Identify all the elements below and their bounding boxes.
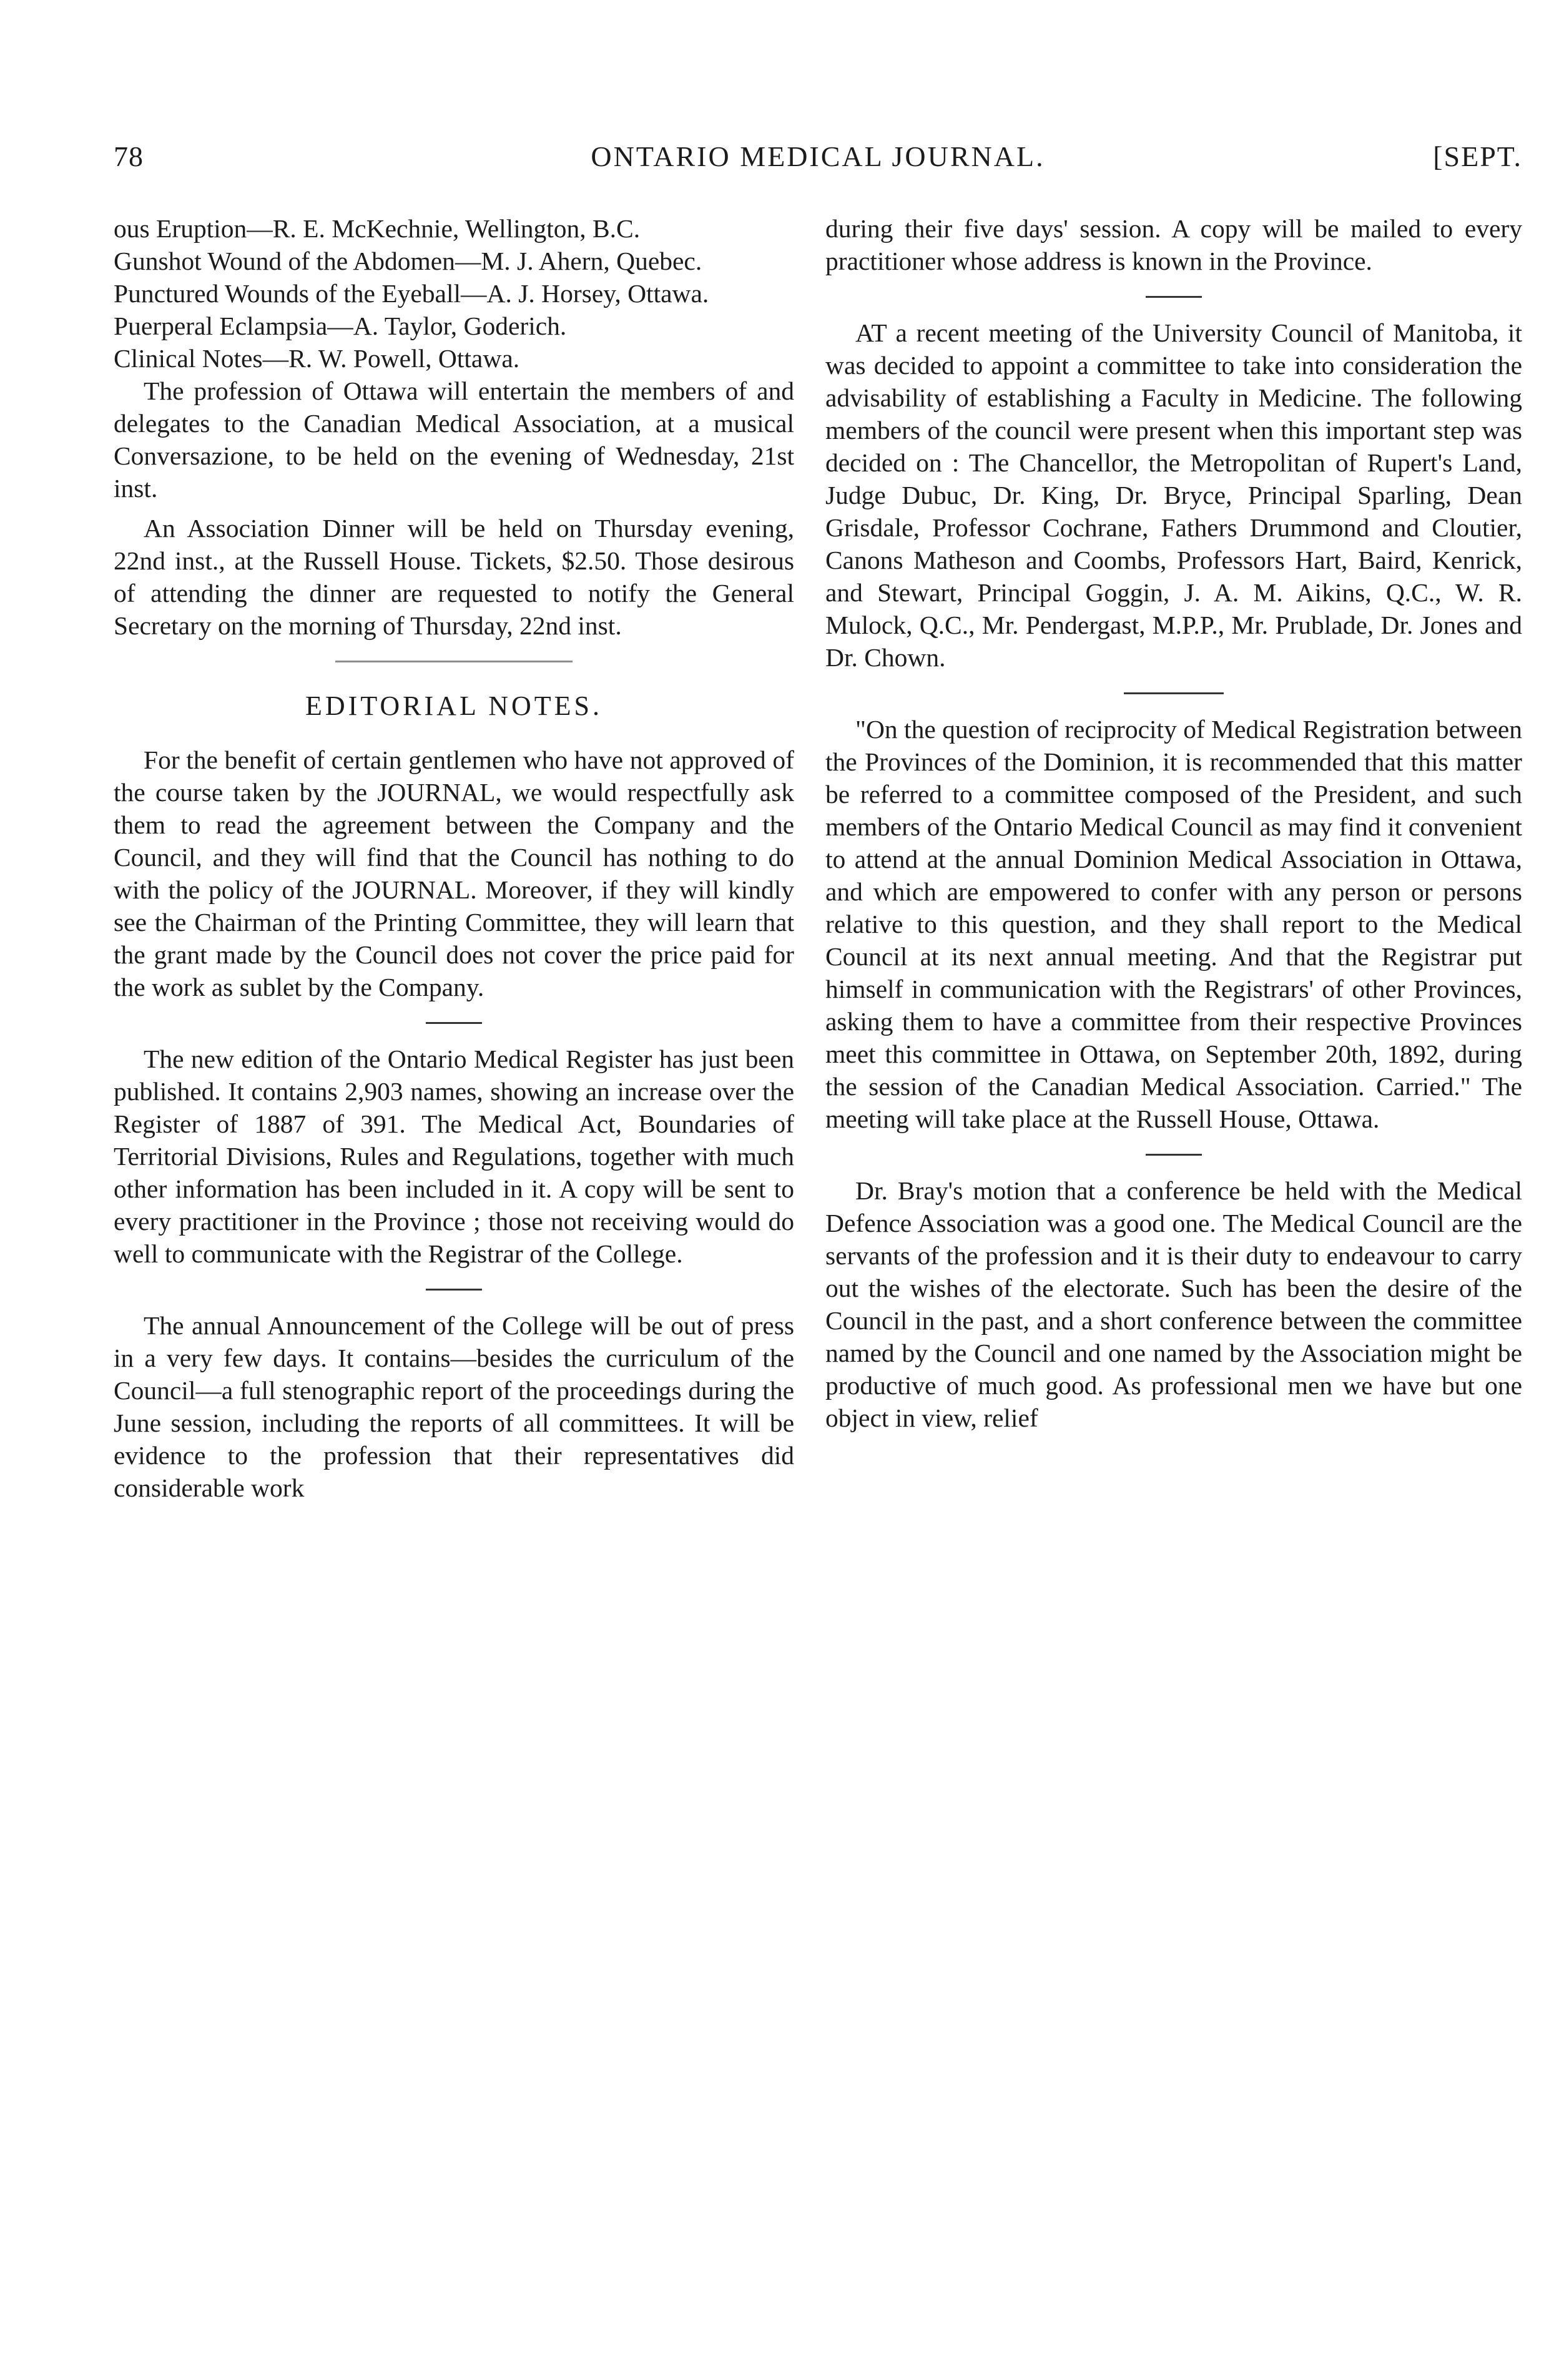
editorial-paragraph: For the benefit of certain gentlemen who have not approved of the course taken by the JOURNAL, we would respectfully ask them to read the agreement between the Company and the Council, and they will find that the Council has nothing to do with the policy of the JOURNAL. Moreover, if they will kindly see the Chairman of the Printing Committee, they will learn that the grant made by the Council does not cover the price paid for the work as sublet by the Company. [114, 745, 794, 1001]
section-heading: EDITORIAL NOTES. [305, 691, 602, 721]
divider [1146, 1154, 1202, 1156]
issue-month: [SEPT. [1433, 140, 1522, 172]
paper-entry: Puerperal Eclampsia—A. Taylor, Goderich. [114, 312, 567, 340]
dinner-notice: An Association Dinner will be held on Thursday evening, 22nd inst., at the Russell House. Tickets, $2.50. Those desirous of attending the dinner are requested to notify the General Secretary on the morning of Thursday, 22nd inst. [114, 514, 794, 640]
editorial-paragraph: The annual Announcement of the College will be out of press in a very few days. It contains—besides the curriculum of the Council—a full stenographic report of the proceedings during the June session, including the reports of all committees. It will be evidence to the profession that their representatives did considerable work [114, 1311, 794, 1502]
paper-entry: Gunshot Wound of the Abdomen—M. J. Ahern, Quebec. [114, 247, 702, 275]
section-divider [335, 661, 573, 662]
paper-entry: Punctured Wounds of the Eyeball—A. J. Horsey, Ottawa. [114, 279, 709, 308]
editorial-paragraph: AT a recent meeting of the University Council of Manitoba, it was decided to appoint a committee to take into consideration the advisability of establishing a Faculty in Medicine. The following members of the council were present when this important step was decided on : The Chancellor, the Metropolitan of Rupert's Land, Judge Dubuc, Dr. King, Dr. Bryce, Principal Sparling, Dean Grisdale, Professor Cochrane, Fathers Drummond and Cloutier, Canons Matheson and Coombs, Professors Hart, Baird, Kenrick, and Stewart, Principal Goggin, J. A. M. Aikins, Q.C., W. R. Mulock, Q.C., Mr. Pendergast, M.P.P., Mr. Prublade, Dr. Jones and Dr. Chown. [825, 318, 1522, 672]
divider [1146, 296, 1202, 298]
divider [1124, 692, 1224, 694]
right-column [825, 212, 1522, 1434]
editorial-paragraph: Dr. Bray's motion that a conference be held with the Medical Defence Association was a good one. The Medical Council are the servants of the profession and it is their duty to endeavour to carry out the wishes of the electorate. Such has been the desire of the Council in the past, and a short conference between the committee named by the Council and one named by the Association might be productive of much good. As professional men we have but one object in view, relief [825, 1176, 1522, 1432]
editorial-paragraph: The new edition of the Ontario Medical Register has just been published. It contains 2,903 names, showing an increase over the Register of 1887 of 391. The Medical Act, Boundaries of Territorial Divisions, Rules and Regulations, together with much other information has been included in it. A copy will be sent to every practitioner in the Province ; those not receiving would do well to communicate with the Registrar of the College. [114, 1045, 794, 1268]
divider [426, 1022, 482, 1024]
page-number: 78 [114, 140, 144, 172]
editorial-paragraph: "On the question of reciprocity of Medical Registration between the Provinces of the Dominion, it is recommended that this matter be referred to a committee composed of the President, and such members of the Ontario Medical Council as may find it convenient to attend at the annual Dominion Medical Association in Ottawa, and which are empowered to confer with any person or persons relative to this question, and they shall report to the Medical Council at its next annual meeting. And that the Registrar put himself in communication with the Registrars' of other Provinces, asking them to have a committee from their respective Provinces meet this committee in Ottawa, on September 20th, 1892, during the session of the Canadian Medical Association. Carried." The meeting will take place at the Russell House, Ottawa. [825, 715, 1522, 1133]
continuation-paragraph: during their five days' session. A copy will be mailed to every practitioner whose address is known in the Province. [825, 214, 1522, 275]
left-column [114, 212, 794, 1504]
journal-title: ONTARIO MEDICAL JOURNAL. [591, 140, 1045, 172]
conversazione-notice: The profession of Ottawa will entertain the members of and delegates to the Canadian Medical Association, at a musical Conversazione, to be held on the evening of Wednesday, 21st inst. [114, 376, 794, 503]
paper-entry: ous Eruption—R. E. McKechnie, Wellington, B.C. [114, 214, 641, 243]
running-head [114, 140, 1522, 184]
divider [426, 1289, 482, 1291]
paper-entry: Clinical Notes—R. W. Powell, Ottawa. [114, 344, 520, 373]
